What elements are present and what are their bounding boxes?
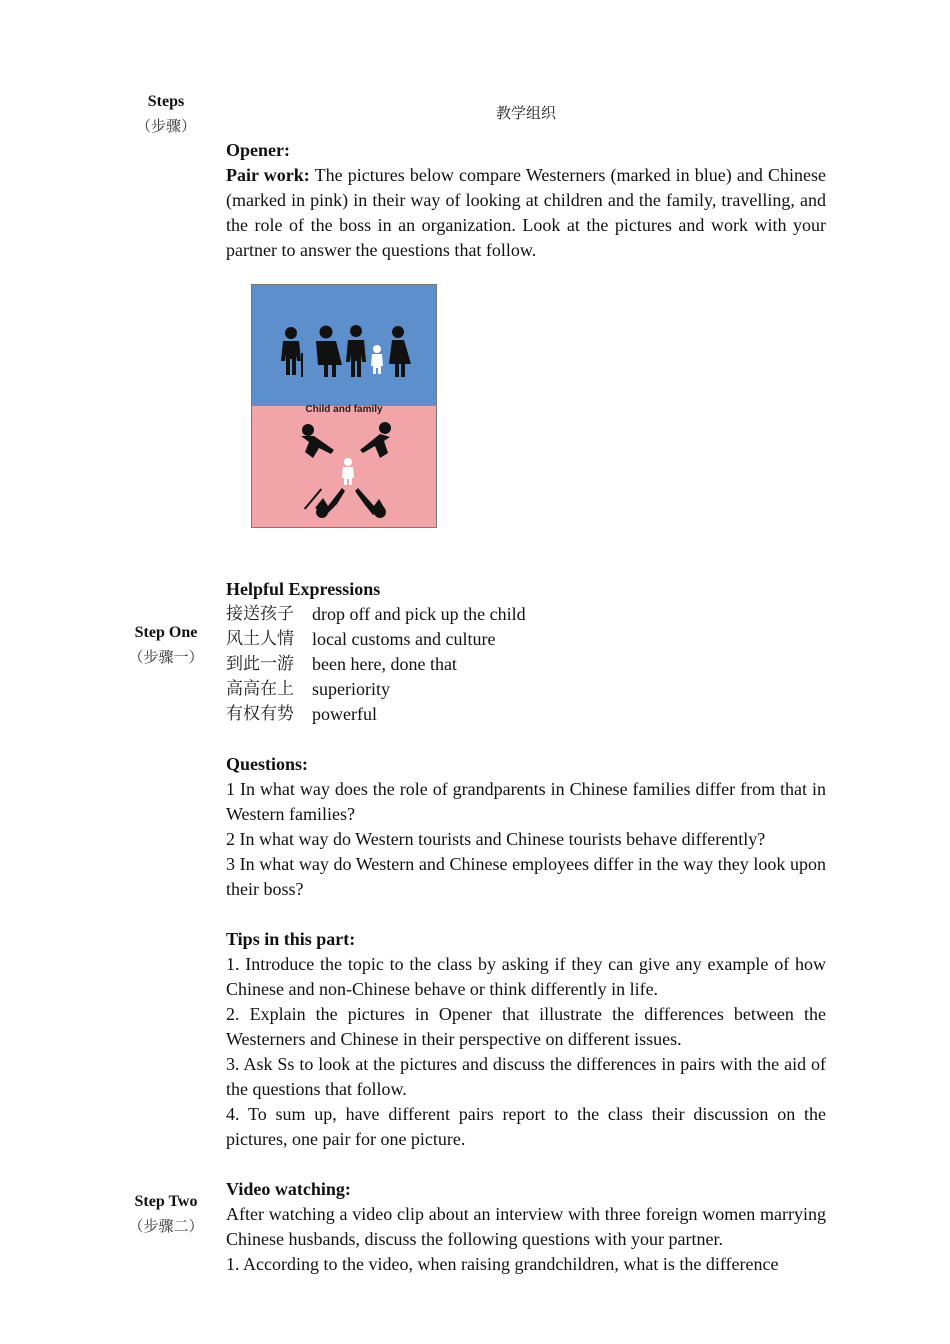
expression-en: local customs and culture: [312, 629, 496, 649]
questions-title: Questions:: [226, 754, 309, 774]
expression-item: [226, 602, 826, 627]
expression-item: [226, 652, 826, 677]
chinese-family-figures: [252, 406, 436, 527]
tip-item: 4. To sum up, have different pairs report to the class their discussion on the pictures, one pair for one picture.: [226, 1104, 826, 1149]
question-item: 3 In what way do Western and Chinese employees differ in the way they look upon their boss?: [226, 854, 826, 899]
western-family-figures: [252, 285, 436, 406]
expressions-list: [226, 602, 826, 727]
expression-zh: 有权有势: [226, 704, 294, 724]
expression-en: superiority: [312, 679, 390, 699]
step-one-title: Step One: [134, 624, 198, 641]
expression-item: [226, 677, 826, 702]
expression-zh: 高高在上: [226, 679, 294, 699]
expression-en: been here, done that: [312, 654, 457, 674]
grandma-figure: [316, 326, 342, 378]
expression-item: [226, 702, 826, 727]
opener-title: Opener:: [226, 140, 290, 160]
step-two-label: [111, 1190, 221, 1238]
video-title: Video watching:: [226, 1179, 351, 1199]
grandpa-figure: [281, 327, 303, 377]
step-one-label: [111, 621, 221, 669]
parent-reaching-figure-2: [355, 488, 386, 518]
picture-caption: Child and family: [305, 404, 383, 415]
chinese-child-figure: [342, 458, 354, 485]
steps-label: Steps: [147, 93, 185, 110]
organization-header: 教学组织: [495, 104, 556, 122]
steps-label-zh: （步骤）: [135, 117, 196, 135]
woman-figure: [389, 326, 411, 377]
step-two-title: Step Two: [134, 1193, 198, 1210]
expression-en: powerful: [312, 704, 377, 724]
tip-item: 2. Explain the pictures in Opener that illustrate the differences between the Westerners and Chinese in their perspective on different issues.: [226, 1004, 826, 1049]
pair-work-paragraph: [226, 163, 826, 263]
child-family-picture: [251, 284, 437, 528]
question-item: 1 In what way does the role of grandparents in Chinese families differ from that in Western families?: [226, 779, 826, 824]
child-figure: [371, 345, 383, 374]
steps-header: [111, 90, 221, 138]
step-one-title-zh: （步骤一）: [128, 648, 204, 666]
grandpa-reaching-figure: [304, 488, 345, 518]
tips-title: Tips in this part:: [226, 929, 356, 949]
pair-work-label: Pair work:: [226, 165, 310, 185]
video-text: After watching a video clip about an interview with three foreign women marrying Chinese husbands, discuss the following questions with your partner.: [226, 1204, 826, 1249]
expression-en: drop off and pick up the child: [312, 604, 526, 624]
expression-zh: 风土人情: [226, 629, 294, 649]
figure-area: [226, 263, 826, 577]
parent-reaching-figure-1: [360, 422, 391, 458]
man-figure: [346, 325, 366, 377]
pair-work-text: The pictures below compare Westerners (marked in blue) and Chinese (marked in pink) in their way of looking at children and the family, travelling, and the role of the boss in an organization. Look at the pictures and work with your partner to answer the questions that follow.: [226, 165, 827, 260]
tip-item: 1. Introduce the topic to the class by asking if they can give any example of how Chinese and non-Chinese behave or think differently in life.: [226, 954, 826, 999]
expression-zh: 接送孩子: [226, 604, 294, 624]
expression-zh: 到此一游: [226, 654, 294, 674]
expressions-title: Helpful Expressions: [226, 579, 381, 599]
grandma-reaching-figure: [301, 424, 334, 458]
expression-item: [226, 627, 826, 652]
lesson-content: [226, 138, 826, 1277]
video-question-1: 1. According to the video, when raising grandchildren, what is the difference: [226, 1254, 779, 1274]
question-item: 2 In what way do Western tourists and Chinese tourists behave differently?: [226, 829, 766, 849]
tip-item: 3. Ask Ss to look at the pictures and discuss the differences in pairs with the aid of the questions that follow.: [226, 1054, 826, 1099]
chinese-panel: [252, 406, 436, 527]
western-panel: [252, 285, 436, 406]
step-two-title-zh: （步骤二）: [128, 1217, 204, 1235]
